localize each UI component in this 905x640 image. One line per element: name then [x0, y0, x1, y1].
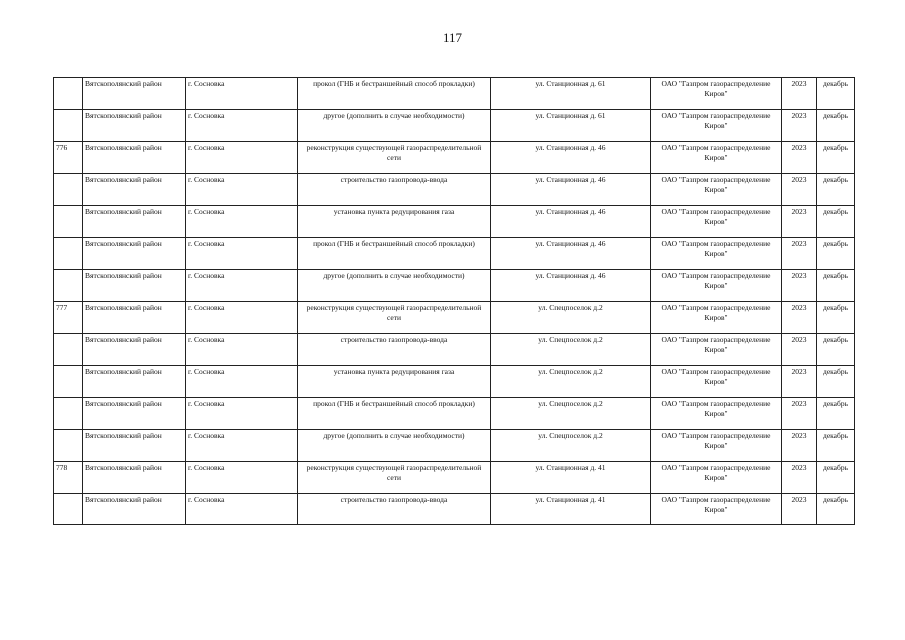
table-row	[54, 238, 855, 270]
table-row	[54, 366, 855, 398]
work-type-cell: прокол (ГНБ и бестраншейный способ прокладки)	[298, 398, 491, 430]
month-cell: декабрь	[817, 110, 855, 142]
district-cell: Вятскополянский район	[83, 302, 186, 334]
row-number-cell	[54, 494, 83, 525]
town-cell: г. Сосновка	[186, 206, 298, 238]
town-cell: г. Сосновка	[186, 174, 298, 206]
district-cell: Вятскополянский район	[83, 238, 186, 270]
table-row	[54, 142, 855, 174]
town-cell: г. Сосновка	[186, 462, 298, 494]
year-cell: 2023	[782, 206, 817, 238]
address-cell: ул. Станционная д. 61	[491, 78, 651, 110]
organization-cell: ОАО "Газпром газораспределение Киров"	[651, 398, 782, 430]
work-type-cell: прокол (ГНБ и бестраншейный способ прокладки)	[298, 78, 491, 110]
month-cell: декабрь	[817, 206, 855, 238]
year-cell: 2023	[782, 462, 817, 494]
row-number-cell: 776	[54, 142, 83, 174]
work-type-cell: строительство газопровода-ввода	[298, 494, 491, 525]
row-number-cell: 777	[54, 302, 83, 334]
work-type-cell: реконструкция существующей газораспределительной сети	[298, 142, 491, 174]
town-cell: г. Сосновка	[186, 398, 298, 430]
work-type-cell: реконструкция существующей газораспределительной сети	[298, 462, 491, 494]
address-cell: ул. Спецпоселок д.2	[491, 430, 651, 462]
town-cell: г. Сосновка	[186, 302, 298, 334]
district-cell: Вятскополянский район	[83, 78, 186, 110]
work-type-cell: строительство газопровода-ввода	[298, 174, 491, 206]
year-cell: 2023	[782, 110, 817, 142]
month-cell: декабрь	[817, 366, 855, 398]
organization-cell: ОАО "Газпром газораспределение Киров"	[651, 270, 782, 302]
district-cell: Вятскополянский район	[83, 142, 186, 174]
address-cell: ул. Станционная д. 41	[491, 462, 651, 494]
district-cell: Вятскополянский район	[83, 110, 186, 142]
month-cell: декабрь	[817, 302, 855, 334]
address-cell: ул. Спецпоселок д.2	[491, 334, 651, 366]
row-number-cell	[54, 334, 83, 366]
district-cell: Вятскополянский район	[83, 206, 186, 238]
table-row	[54, 78, 855, 110]
work-type-cell: реконструкция существующей газораспределительной сети	[298, 302, 491, 334]
month-cell: декабрь	[817, 238, 855, 270]
organization-cell: ОАО "Газпром газораспределение Киров"	[651, 78, 782, 110]
address-cell: ул. Станционная д. 61	[491, 110, 651, 142]
table-row	[54, 174, 855, 206]
district-cell: Вятскополянский район	[83, 174, 186, 206]
district-cell: Вятскополянский район	[83, 462, 186, 494]
table-row	[54, 462, 855, 494]
month-cell: декабрь	[817, 174, 855, 206]
town-cell: г. Сосновка	[186, 270, 298, 302]
month-cell: декабрь	[817, 142, 855, 174]
row-number-cell	[54, 398, 83, 430]
work-type-cell: строительство газопровода-ввода	[298, 334, 491, 366]
table-row	[54, 270, 855, 302]
work-type-cell: установка пункта редуцирования газа	[298, 206, 491, 238]
registry-table	[53, 77, 855, 525]
year-cell: 2023	[782, 398, 817, 430]
month-cell: декабрь	[817, 78, 855, 110]
district-cell: Вятскополянский район	[83, 494, 186, 525]
year-cell: 2023	[782, 430, 817, 462]
year-cell: 2023	[782, 302, 817, 334]
address-cell: ул. Станционная д. 46	[491, 206, 651, 238]
row-number-cell	[54, 174, 83, 206]
table-row	[54, 302, 855, 334]
year-cell: 2023	[782, 366, 817, 398]
row-number-cell	[54, 206, 83, 238]
town-cell: г. Сосновка	[186, 110, 298, 142]
address-cell: ул. Станционная д. 46	[491, 142, 651, 174]
work-type-cell: установка пункта редуцирования газа	[298, 366, 491, 398]
month-cell: декабрь	[817, 334, 855, 366]
district-cell: Вятскополянский район	[83, 366, 186, 398]
work-type-cell: другое (дополнить в случае необходимости)	[298, 270, 491, 302]
month-cell: декабрь	[817, 462, 855, 494]
organization-cell: ОАО "Газпром газораспределение Киров"	[651, 302, 782, 334]
year-cell: 2023	[782, 78, 817, 110]
table-body	[54, 78, 855, 525]
organization-cell: ОАО "Газпром газораспределение Киров"	[651, 430, 782, 462]
town-cell: г. Сосновка	[186, 78, 298, 110]
table-row	[54, 334, 855, 366]
town-cell: г. Сосновка	[186, 334, 298, 366]
work-type-cell: другое (дополнить в случае необходимости)	[298, 430, 491, 462]
address-cell: ул. Станционная д. 46	[491, 270, 651, 302]
row-number-cell	[54, 270, 83, 302]
organization-cell: ОАО "Газпром газораспределение Киров"	[651, 174, 782, 206]
town-cell: г. Сосновка	[186, 142, 298, 174]
table-row	[54, 430, 855, 462]
year-cell: 2023	[782, 270, 817, 302]
organization-cell: ОАО "Газпром газораспределение Киров"	[651, 110, 782, 142]
year-cell: 2023	[782, 494, 817, 525]
year-cell: 2023	[782, 174, 817, 206]
address-cell: ул. Станционная д. 46	[491, 174, 651, 206]
organization-cell: ОАО "Газпром газораспределение Киров"	[651, 142, 782, 174]
town-cell: г. Сосновка	[186, 238, 298, 270]
district-cell: Вятскополянский район	[83, 334, 186, 366]
organization-cell: ОАО "Газпром газораспределение Киров"	[651, 206, 782, 238]
row-number-cell	[54, 238, 83, 270]
town-cell: г. Сосновка	[186, 366, 298, 398]
year-cell: 2023	[782, 334, 817, 366]
work-type-cell: другое (дополнить в случае необходимости)	[298, 110, 491, 142]
work-type-cell: прокол (ГНБ и бестраншейный способ прокладки)	[298, 238, 491, 270]
row-number-cell	[54, 430, 83, 462]
table-row	[54, 494, 855, 525]
district-cell: Вятскополянский район	[83, 270, 186, 302]
organization-cell: ОАО "Газпром газораспределение Киров"	[651, 462, 782, 494]
year-cell: 2023	[782, 142, 817, 174]
organization-cell: ОАО "Газпром газораспределение Киров"	[651, 334, 782, 366]
address-cell: ул. Спецпоселок д.2	[491, 366, 651, 398]
table-row	[54, 110, 855, 142]
address-cell: ул. Спецпоселок д.2	[491, 398, 651, 430]
month-cell: декабрь	[817, 494, 855, 525]
row-number-cell	[54, 78, 83, 110]
district-cell: Вятскополянский район	[83, 398, 186, 430]
address-cell: ул. Спецпоселок д.2	[491, 302, 651, 334]
district-cell: Вятскополянский район	[83, 430, 186, 462]
month-cell: декабрь	[817, 270, 855, 302]
address-cell: ул. Станционная д. 41	[491, 494, 651, 525]
town-cell: г. Сосновка	[186, 494, 298, 525]
month-cell: декабрь	[817, 430, 855, 462]
organization-cell: ОАО "Газпром газораспределение Киров"	[651, 238, 782, 270]
row-number-cell	[54, 110, 83, 142]
organization-cell: ОАО "Газпром газораспределение Киров"	[651, 366, 782, 398]
table-row	[54, 398, 855, 430]
month-cell: декабрь	[817, 398, 855, 430]
town-cell: г. Сосновка	[186, 430, 298, 462]
table-row	[54, 206, 855, 238]
year-cell: 2023	[782, 238, 817, 270]
organization-cell: ОАО "Газпром газораспределение Киров"	[651, 494, 782, 525]
page-number: 117	[442, 30, 463, 45]
address-cell: ул. Станционная д. 46	[491, 238, 651, 270]
row-number-cell: 778	[54, 462, 83, 494]
row-number-cell	[54, 366, 83, 398]
